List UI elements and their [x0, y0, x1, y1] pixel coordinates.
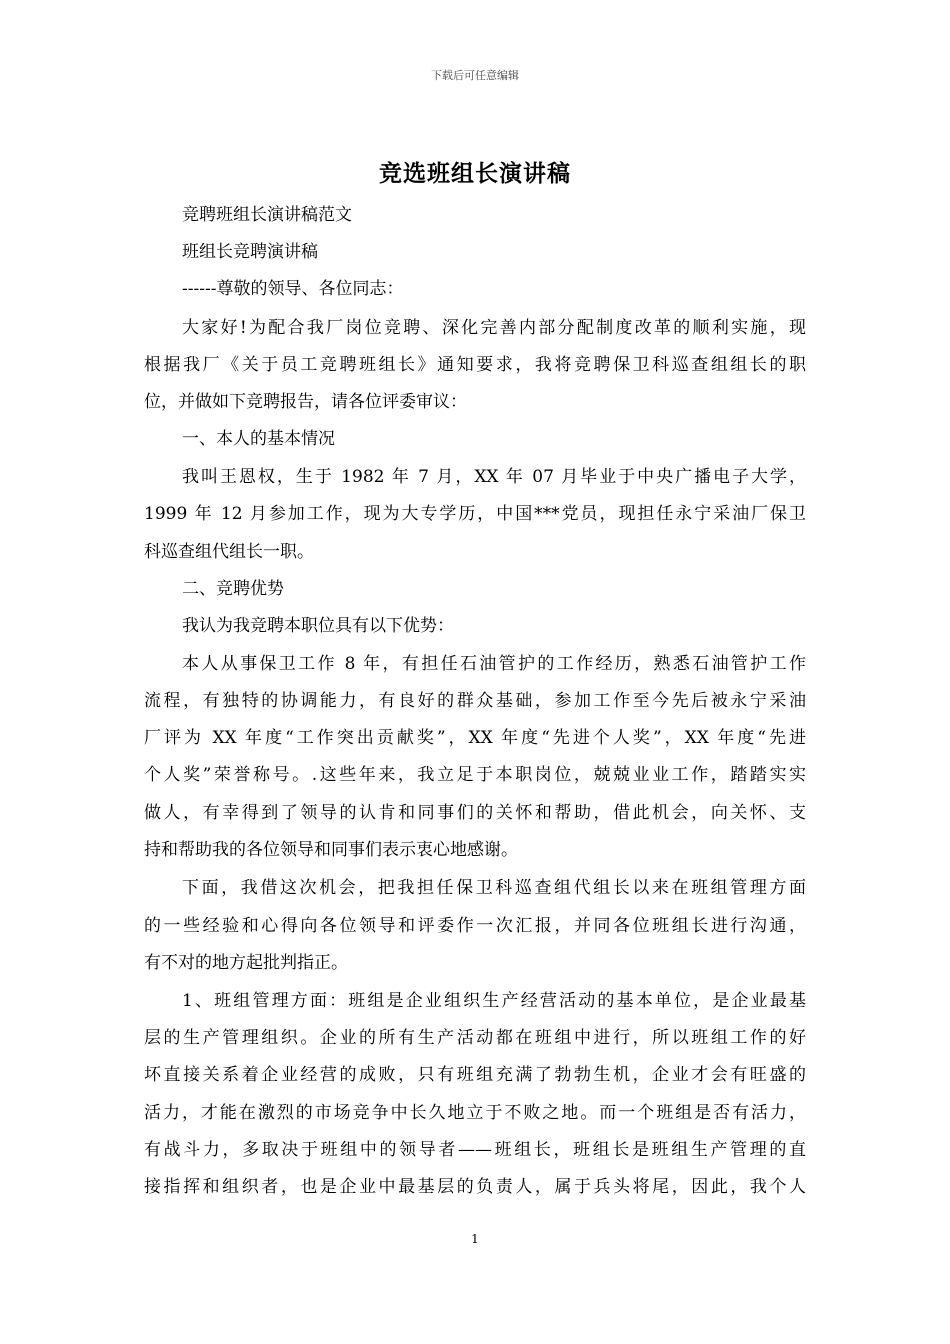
- page-number: 1: [471, 1232, 479, 1246]
- text-line: 本人从事保卫工作 8 年，有担任石油管护的工作经历，熟悉石油管护工作: [182, 654, 806, 674]
- text-line: 有战斗力，多取决于班组中的领导者——班组长，班组长是班组生产管理的直: [144, 1140, 806, 1160]
- text-line: 我叫王恩权，生于 1982 年 7 月，XX 年 07 月毕业于中央广播电子大学，: [182, 467, 806, 487]
- text-line: 竞聘班组长演讲稿范文: [182, 205, 352, 225]
- page-header: 下载后可任意编辑: [431, 69, 519, 82]
- text-line: 1、班组管理方面：班组是企业组织生产经营活动的基本单位，是企业最基: [182, 991, 806, 1011]
- text-line: 的一些经验和心得向各位领导和评委作一次汇报，并同各位班组长进行沟通，: [144, 916, 806, 936]
- text-line: 厂评为 XX 年度“工作突出贡献奖”，XX 年度“先进个人奖”，XX 年度“先进: [144, 728, 806, 748]
- text-line: 二、竞聘优势: [182, 579, 284, 599]
- text-line: 流程，有独特的协调能力，有良好的群众基础，参加工作至今先后被永宁采油: [144, 691, 806, 711]
- text-line: 班组长竞聘演讲稿: [182, 242, 318, 262]
- text-line: 我认为我竞聘本职位具有以下优势：: [182, 616, 454, 636]
- text-line: 大家好!为配合我厂岗位竞聘、深化完善内部分配制度改革的顺利实施，现: [182, 318, 806, 338]
- text-line: 1999 年 12 月参加工作，现为大专学历，中国***党员，现担任永宁采油厂保卫: [144, 504, 806, 524]
- text-line: 做人，有幸得到了领导的认肯和同事们的关怀和帮助，借此机会，向关怀、支: [144, 803, 806, 823]
- document-title: 竞选班组长演讲稿: [379, 160, 571, 187]
- text-line: 接指挥和组织者，也是企业中最基层的负责人，属于兵头将尾，因此，我个人: [144, 1177, 806, 1197]
- text-line: 层的生产管理组织。企业的所有生产活动都在班组中进行，所以班组工作的好: [144, 1028, 806, 1048]
- text-line: 有不对的地方起批判指正。: [144, 953, 348, 973]
- text-line: 活力，才能在激烈的市场竞争中长久地立于不败之地。而一个班组是否有活力，: [144, 1103, 806, 1123]
- text-line: 持和帮助我的各位领导和同事们表示衷心地感谢。: [144, 840, 518, 860]
- text-line: 一、本人的基本情况: [182, 429, 335, 449]
- text-line: 科巡查组代组长一职。: [144, 542, 314, 562]
- text-line: 个人奖”荣誉称号。.这些年来，我立足于本职岗位，兢兢业业工作，踏踏实实: [144, 765, 806, 785]
- text-line: 坏直接关系着企业经营的成败，只有班组充满了勃勃生机，企业才会有旺盛的: [144, 1065, 806, 1085]
- text-line: 根据我厂《关于员工竞聘班组长》通知要求，我将竞聘保卫科巡查组组长的职: [144, 355, 806, 375]
- text-line: 下面，我借这次机会，把我担任保卫科巡查组代组长以来在班组管理方面: [182, 878, 806, 898]
- text-line: 位，并做如下竞聘报告，请各位评委审议：: [144, 392, 467, 412]
- text-line: ------尊敬的领导、各位同志：: [182, 279, 404, 299]
